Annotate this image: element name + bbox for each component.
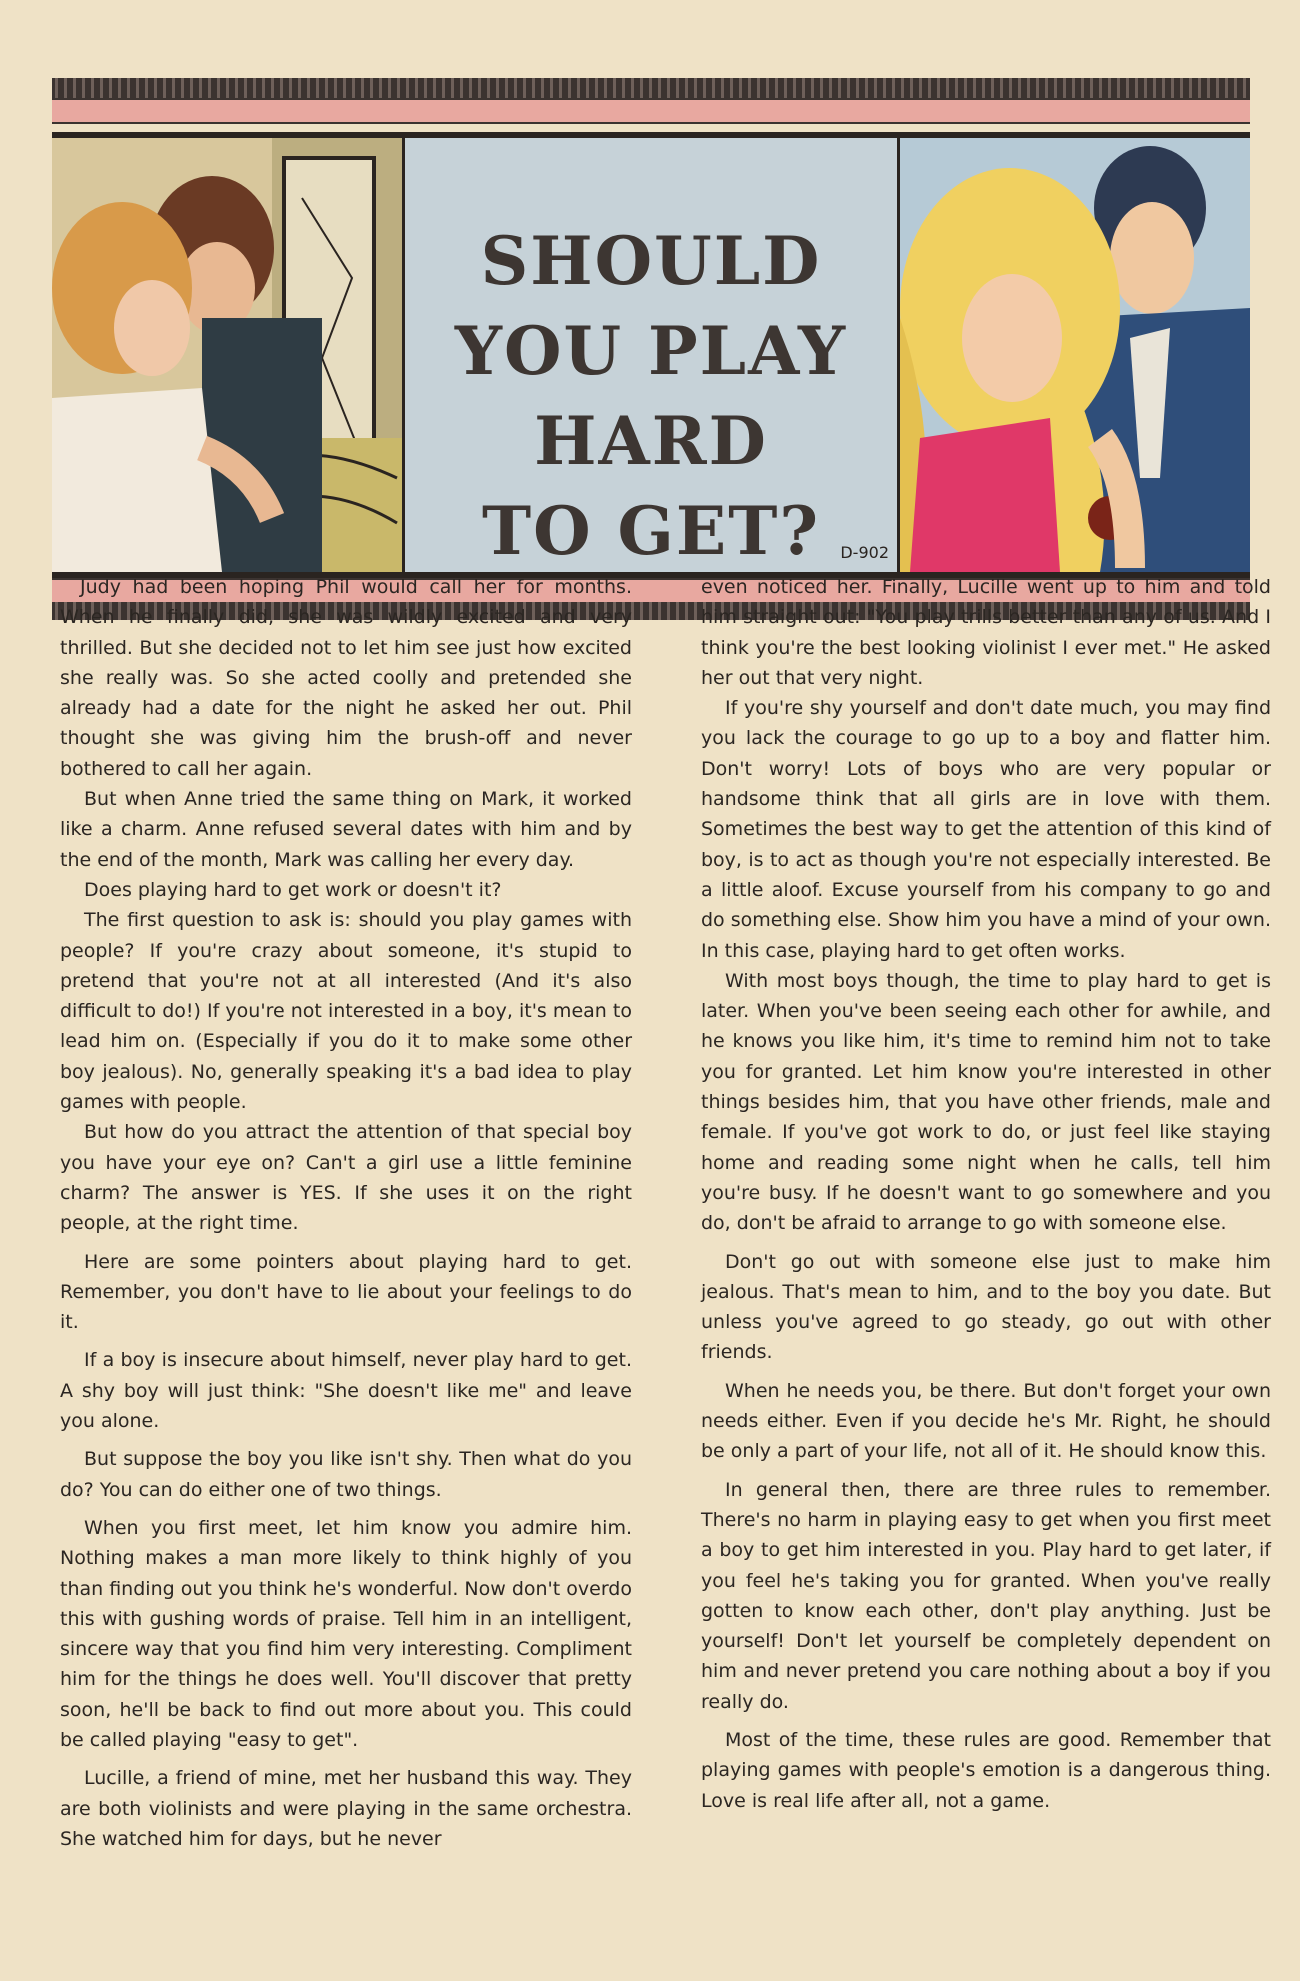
title-line-2: YOU PLAY: [454, 312, 848, 390]
paragraph: But when Anne tried the same thing on Mark, it worked like a charm. Anne refused several dates with him and by the end of the month, Mark was calling her every day.: [60, 788, 632, 871]
banner-top-stripe: [52, 78, 1250, 98]
paragraph: Judy had been hoping Phil would call her for months. When he finally did, she was wildly excited and very thrilled. But she decided not to let him see just how excited she really was. So she acted coolly and pretended she already had a date for the night he asked her out. Phil thought she was giving him the brush-off and never bothered to call her again.: [60, 576, 632, 780]
paragraph: But how do you attract the attention of that special boy you have your eye on? Can't a girl use a little feminine charm? The answer is YES. If she uses it on the right people, at the right time.: [60, 1121, 632, 1235]
paragraph: The first question to ask is: should you play games with people? If you're crazy about someone, it's stupid to pretend that you're not at all interested (And it's also difficult to do!) If you're not interested in a boy, it's mean to lead him on. (Especially if you do it to make some other boy jealous). No, generally speaking it's a bad idea to play games with people.: [60, 909, 632, 1114]
paragraph: In general then, there are three rules to remember. There's no harm in playing easy to get when you first meet a boy to get him interested in you. Play hard to get later, if you feel he's taking you for granted. When you've really gotten to know each other, don't play anything. Just be yourself! Don't let yourself be completely dependent on him and never pretend you care nothing about a boy if you really do.: [701, 1478, 1271, 1713]
title-panel: [402, 138, 900, 572]
banner-top-pink-band: [52, 98, 1250, 124]
paragraph: Does playing hard to get work or doesn't it?: [84, 878, 502, 901]
paragraph: When he needs you, be there. But don't forget your own needs either. Even if you decide he's Mr. Right, he should be only a part of your life, not all of it. He should know this.: [701, 1379, 1271, 1463]
article-left-column: [60, 572, 632, 1854]
title-line-1: SHOULD: [480, 222, 822, 300]
paragraph: Don't go out with someone else just to make him jealous. That's mean to him, and to the boy you date. But unless you've agreed to go steady, go out with other friends.: [701, 1250, 1271, 1364]
paragraph: But suppose the boy you like isn't shy. Then what do you do? You can do either one of two things.: [60, 1448, 632, 1501]
paragraph: If you're shy yourself and don't date much, you may find you lack the courage to go up to a boy and flatter him. Don't worry! Lots of boys who are very popular or handsome think that all girls are in love with them. Sometimes the best way to get the attention of this kind of boy, is to act as though you're not especially interested. Be a little aloof. Excuse yourself from his company to go and do something else. Show him you have a mind of your own. In this case, playing hard to get often works.: [701, 697, 1271, 962]
kissing-couple-illustration: [52, 138, 402, 572]
paragraph: Here are some pointers about playing hard to get. Remember, you don't have to lie about your feelings to do it.: [60, 1250, 632, 1334]
title-line-3: HARD: [534, 402, 768, 480]
article-right-column: [701, 572, 1271, 1816]
title-line-4: TO GET?: [481, 492, 821, 570]
paragraph: When you first meet, let him know you admire him. Nothing makes a man more likely to think highly of you than finding out you think he's wonderful. Now don't overdo this with gushing words of praise. Tell him in an intelligent, sincere way that you find him very interesting. Compliment him for the things he does well. You'll discover that pretty soon, he'll be back to find out more about you. This could be called playing "easy to get".: [60, 1516, 632, 1751]
paragraph: Lucille, a friend of mine, met her husband this way. They are both violinists and were playing in the same orchestra. She watched him for days, but he never: [60, 1767, 632, 1850]
paragraph: Most of the time, these rules are good. Remember that playing games with people's emotion is a dangerous thing. Love is real life after all, not a game.: [701, 1728, 1271, 1812]
title-banner: [52, 78, 1250, 570]
story-code: D-902: [840, 543, 889, 562]
paragraph: If a boy is insecure about himself, never play hard to get. A shy boy will just think: "She doesn't like me" and leave you alone.: [60, 1349, 632, 1433]
blonde-girl-illustration: [900, 138, 1250, 572]
paragraph: even noticed her. Finally, Lucille went up to him and told him straight out: "You play trills better than any of us. And I think you're the best looking violinist I ever met." He asked her out that very night.: [701, 576, 1271, 689]
article-title: [405, 216, 897, 576]
paragraph: With most boys though, the time to play hard to get is later. When you've been seeing each other for awhile, and he knows you like him, it's time to remind him not to take you for granted. Let him know you're interested in other things besides him, that you have other friends, male and female. If you've got work to do, or just feel like staying home and reading some night when he calls, tell him you're busy. If he doesn't want to go somewhere and you do, don't be afraid to arrange to go with someone else.: [701, 969, 1271, 1235]
